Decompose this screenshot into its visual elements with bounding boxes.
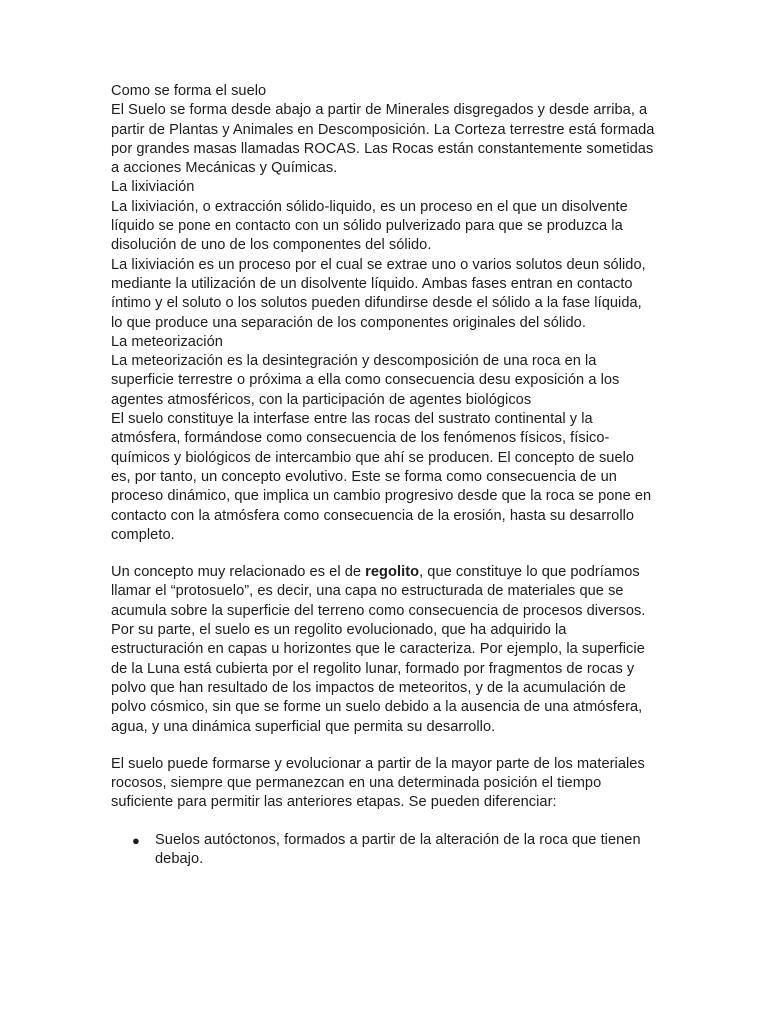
lixiviacion-paragraph-1: La lixiviación, o extracción sólido-liquido, es un proceso en el que un disolvente líquido se pone en contacto con un sólido pulverizado para que se produzca la disolución de uno de los componentes del sólido. bbox=[111, 198, 628, 254]
regolito-bold-term: regolito bbox=[365, 564, 420, 581]
section-heading-lixiviacion: La lixiviación bbox=[111, 179, 195, 196]
bullet-icon: ● bbox=[132, 832, 140, 848]
list-item-text: Suelos autóctonos, formados a partir de la alteración de la roca que tienen debajo. bbox=[155, 831, 641, 867]
bullet-list bbox=[111, 831, 656, 870]
regolito-paragraph bbox=[111, 563, 656, 737]
section-heading-meteorizacion: La meteorización bbox=[111, 333, 223, 350]
lixiviacion-paragraph-2: La lixiviación es un proceso por el cual se extrae uno o varios solutos deun sólido, mediante la utilización de un disolvente líquido. Ambas fases entran en contacto íntimo y el soluto o los solutos pueden difundirse desde el sólido a la fase líquida, lo que produce una separación de los componentes originales del sólido. bbox=[111, 256, 646, 331]
regolito-text-after: , que constituye lo que podríamos llamar el “protosuelo”, es decir, una capa no estructurada de materiales que se acumula sobre la superficie del terreno como consecuencia de procesos diversos. Por su parte, el suelo es un regolito evolucionado, que ha adquirido la estructuración en capas u horizontes que le caracteriza. Por ejemplo, la superficie de la Luna está cubierta por el regolito lunar, formado por fragmentos de rocas y polvo que han resultado de los impactos de meteoritos, y de la acumulación de polvo cósmico, sin que se forme un suelo debido a la ausencia de una atmósfera, agua, y una dinámica superficial que permita su desarrollo. bbox=[111, 564, 646, 735]
meteorizacion-paragraph-2: El suelo constituye la interfase entre las rocas del sustrato continental y la atmósfera, formándose como consecuencia de los fenómenos físicos, físico-químicos y biológicos de intercambio que ahí se producen. El concepto de suelo es, por tanto, un concepto evolutivo. Este se forma como consecuencia de un proceso dinámico, que implica un cambio progresivo desde que la roca se pone en contacto con la atmósfera como consecuencia de la erosión, hasta su desarrollo completo. bbox=[111, 411, 652, 543]
intro-paragraph: El Suelo se forma desde abajo a partir de Minerales disgregados y desde arriba, a partir de Plantas y Animales en Descomposición. La Corteza terrestre está formada por grandes masas llamadas ROCAS. Las Rocas están constantemente sometidas a acciones Mecánicas y Químicas. bbox=[111, 102, 655, 177]
list-item bbox=[111, 831, 656, 870]
meteorizacion-paragraph-1: La meteorización es la desintegración y descomposición de una roca en la superficie terrestre o próxima a ella como consecuencia desu exposición a los agentes atmosféricos, con la participación de agentes biológicos bbox=[111, 353, 620, 408]
regolito-text-before: Un concepto muy relacionado es el de bbox=[111, 564, 366, 581]
document-body bbox=[111, 82, 656, 869]
page-title: Como se forma el suelo bbox=[111, 83, 267, 99]
evolucion-paragraph: El suelo puede formarse y evolucionar a partir de la mayor parte de los materiales rocosos, siempre que permanezcan en una determinada posición el tiempo suficiente para permitir las anteriores etapas. Se pueden diferenciar: bbox=[111, 755, 645, 811]
